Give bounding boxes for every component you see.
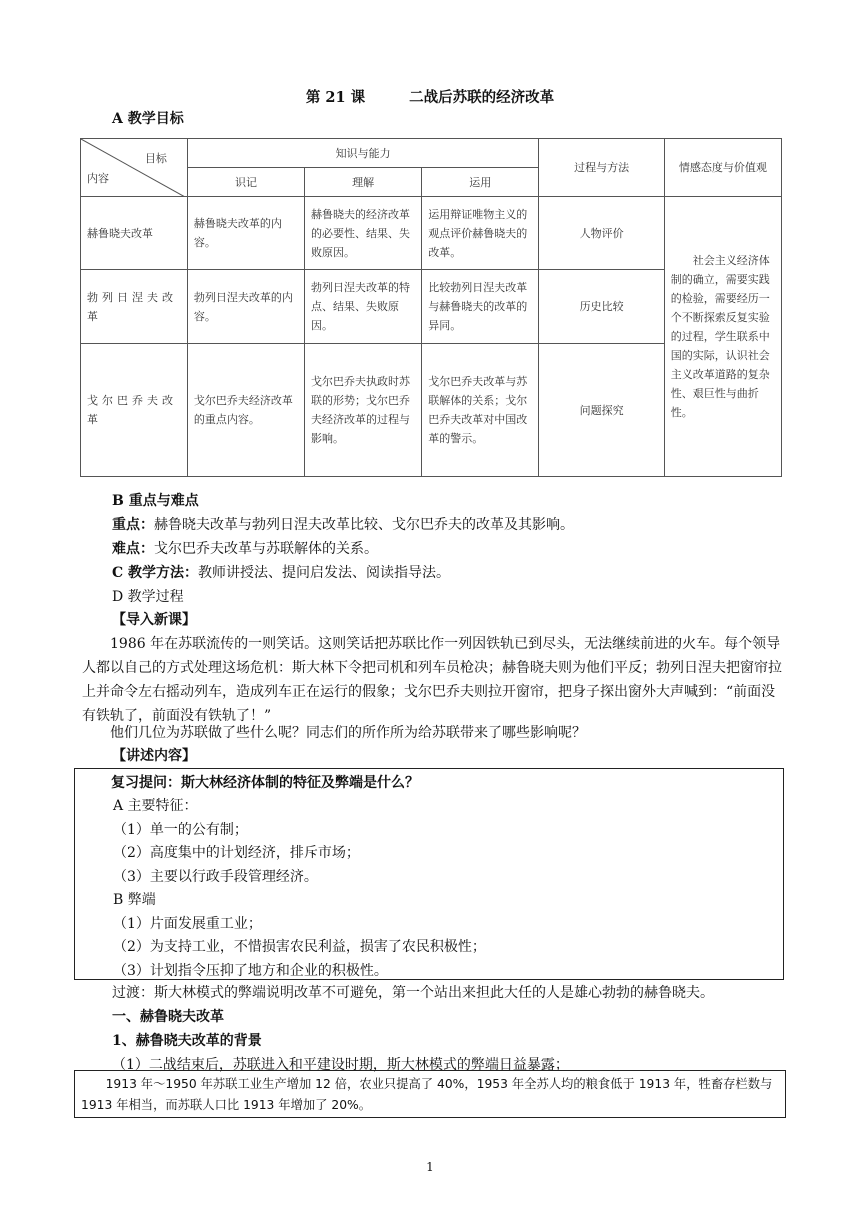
row-understand: 勃列日涅夫改革的特点、结果、失败原因。 [305, 270, 422, 344]
emotion-values-cell: 社会主义经济体制的确立，需要实践的检验，需要经历一个不断探索反复实验的过程，学生联系中国的实际，认识社会主义改革道路的复杂性、艰巨性与曲折性。 [664, 197, 781, 477]
method-text: 教师讲授法、提问启发法、阅读指导法。 [198, 565, 451, 581]
row-process: 人物评价 [539, 197, 664, 270]
intro-paragraph: 1986 年在苏联流传的一则笑话。这则笑话把苏联比作一列因铁轨已到尽头，无法继续前进的火车。每个领导人都以自己的方式处理这场危机：斯大林下令把司机和列车员枪决；赫鲁晓夫则为他们平反；勃列日涅夫把窗帘拉上并命令左右摇动列车，造成列车正在运行的假象；戈尔巴乔夫则拉开窗帘，把身子探出窗外大声喊到：“前面没有铁轨了，前面没有铁轨了！” [82, 636, 782, 724]
row-process: 问题探究 [539, 344, 664, 477]
sub1-heading: 1、赫鲁晓夫改革的背景 [112, 1033, 262, 1049]
statistics-quote-box: 1913 年～1950 年苏联工业生产增加 12 倍，农业只提高了 40%，1953 年全苏人均的粮食低于 1913 年，牲畜存栏数与 1913 年相当，而苏联人口比 1913 年增加了 20%。 [74, 1070, 786, 1118]
row-process: 历史比较 [539, 270, 664, 344]
row-apply: 戈尔巴乔夫改革与苏联解体的关系；戈尔巴乔夫改革对中国改革的警示。 [422, 344, 539, 477]
lesson-topic: 二战后苏联的经济改革 [409, 89, 555, 106]
row-understand: 赫鲁晓夫的经济改革的必要性、结果、失败原因。 [305, 197, 422, 270]
table-row [81, 197, 782, 270]
method-label: C 教学方法： [112, 565, 199, 581]
difficulty-label: 难点： [112, 541, 154, 557]
row-content: 戈尔巴乔夫改革 [81, 344, 188, 477]
difficulty-text: 戈尔巴乔夫改革与苏联解体的关系。 [154, 541, 378, 557]
page-title [0, 86, 860, 107]
key-text: 赫鲁晓夫改革与勃列日涅夫改革比较、戈尔巴乔夫的改革及其影响。 [154, 517, 574, 533]
col-header-understand: 理解 [305, 168, 422, 197]
row-content: 赫鲁晓夫改革 [81, 197, 188, 270]
difficulty-points [112, 538, 378, 558]
feature-item: （3）主要以行政手段管理经济。 [113, 868, 318, 885]
transition-text: 过渡：斯大林模式的弊端说明改革不可避免，第一个站出来担此大任的人是雄心勃勃的赫鲁晓夫。 [112, 985, 714, 1001]
row-understand: 戈尔巴乔夫执政时苏联的形势；戈尔巴乔夫经济改革的过程与影响。 [305, 344, 422, 477]
sub1-paragraph: （1）二战结束后，苏联进入和平建设时期，斯大林模式的弊端日益暴露； [112, 1057, 569, 1073]
part1-heading: 一、赫鲁晓夫改革 [112, 1009, 224, 1025]
intro-question: 他们几位为苏联做了些什么呢？同志们的所作所为给苏联带来了哪些影响呢？ [110, 725, 586, 741]
review-box [74, 768, 784, 980]
row-recall: 勃列日涅夫改革的内容。 [187, 270, 304, 344]
key-label: 重点： [112, 517, 154, 533]
intro-heading: 【导入新课】 [112, 612, 196, 628]
lecture-heading: 【讲述内容】 [112, 748, 196, 764]
emotion-values-header: 情感态度与价值观 [664, 139, 781, 197]
objectives-table [80, 138, 782, 477]
features-title: A 主要特征： [113, 798, 198, 814]
review-question: 复习提问：斯大林经济体制的特征及弊端是什么？ [111, 775, 419, 791]
section-a-heading: A 教学目标 [112, 111, 184, 127]
row-recall: 赫鲁晓夫改革的内容。 [187, 197, 304, 270]
drawback-item: （1）片面发展重工业； [113, 915, 262, 932]
drawback-item: （3）计划指令压抑了地方和企业的积极性。 [113, 962, 388, 979]
row-content: 勃列日涅夫改革 [81, 270, 188, 344]
row-apply: 运用辩证唯物主义的观点评价赫鲁晓夫的改革。 [422, 197, 539, 270]
table-diagonal-header [81, 139, 188, 197]
process-method-header: 过程与方法 [539, 139, 664, 197]
diag-bottom-label: 内容 [87, 172, 109, 185]
lesson-number: 第 21 课 [305, 89, 366, 106]
teaching-methods [112, 562, 450, 582]
col-header-recall: 识记 [187, 168, 304, 197]
section-b-heading: B 重点与难点 [112, 493, 199, 509]
diagonal-line [81, 139, 185, 197]
row-recall: 戈尔巴乔夫经济改革的重点内容。 [187, 344, 304, 477]
page-number: 1 [426, 1160, 434, 1174]
feature-item: （2）高度集中的计划经济，排斥市场； [113, 845, 360, 861]
row-apply: 比较勃列日涅夫改革与赫鲁晓夫的改革的异同。 [422, 270, 539, 344]
diag-top-label: 目标 [144, 152, 167, 165]
feature-item: （1）单一的公有制； [113, 821, 248, 838]
section-d-heading: D 教学过程 [112, 589, 184, 605]
col-header-apply: 运用 [422, 168, 539, 197]
knowledge-ability-header: 知识与能力 [187, 139, 539, 168]
key-points [112, 514, 574, 534]
drawback-item: （2）为支持工业，不惜损害农民利益，损害了农民积极性； [113, 939, 486, 955]
drawbacks-title: B 弊端 [113, 892, 156, 908]
